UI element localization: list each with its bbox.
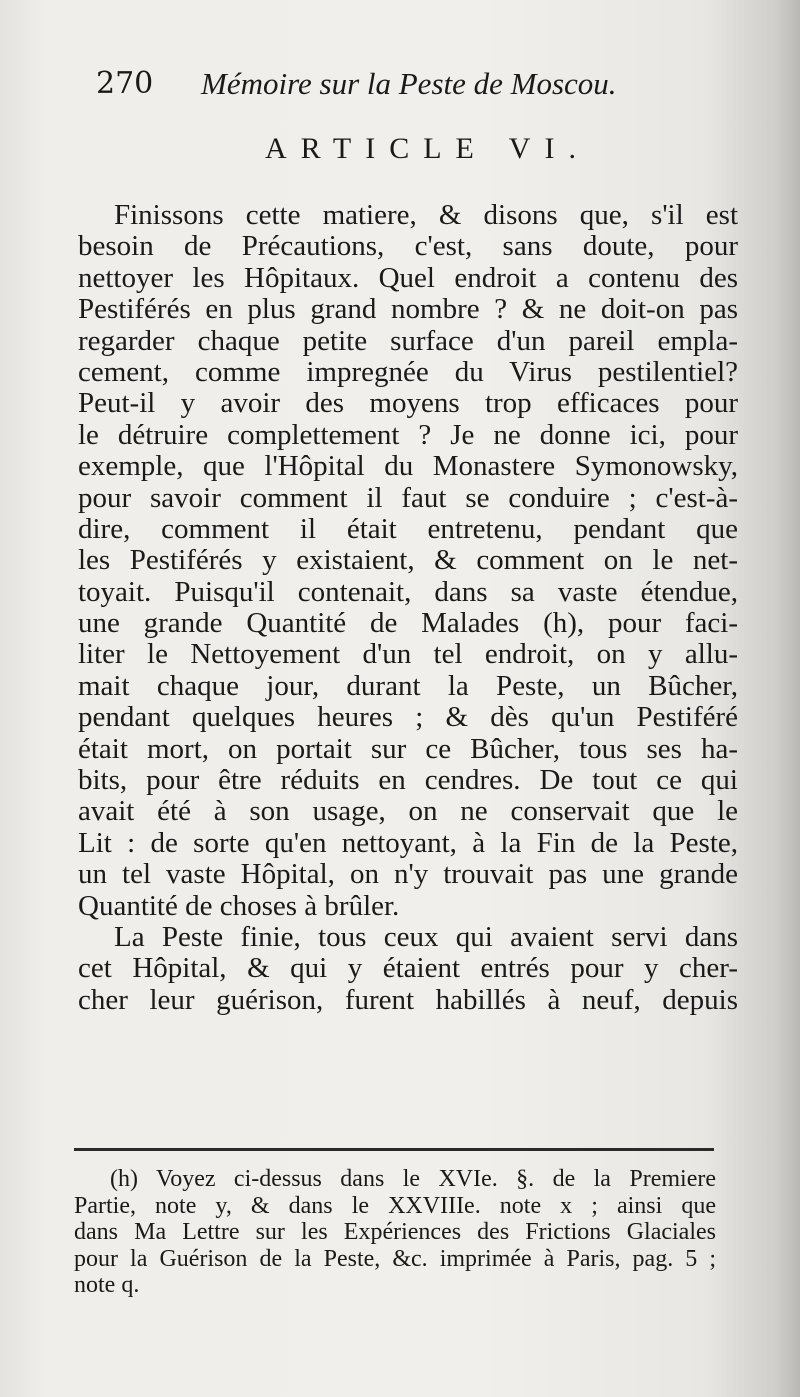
text-line: une grande Quantité de Malades (h), pour faci- [78, 607, 738, 640]
text-line: Peut-il y avoir des moyens trop efficaces pour [78, 387, 738, 420]
text-line: besoin de Précautions, c'est, sans doute, pour [78, 230, 738, 263]
text-line: dire, comment il était entretenu, pendant que [78, 512, 738, 545]
text-line: un tel vaste Hôpital, on n'y trouvait pas une grande [78, 858, 738, 891]
running-head [96, 58, 736, 108]
text-line: les Pestiférés y existaient, & comment on le net- [78, 544, 738, 577]
text-line: cher leur guérison, furent habillés à neuf, depuis [78, 983, 738, 1016]
text-line: La Peste finie, tous ceux qui avaient servi dans [114, 920, 738, 953]
text-line: Lit : de sorte qu'en nettoyant, à la Fin de la Peste, [78, 826, 738, 859]
text-line: regarder chaque petite surface d'un pareil empla- [78, 324, 738, 357]
text-line: pour savoir comment il faut se conduire ; c'est-à- [78, 481, 738, 514]
text-line: cement, comme impregnée du Virus pestilentiel? [78, 355, 738, 388]
text-line: le détruire complettement ? Je ne donne ici, pour [78, 418, 738, 451]
text-line: Quantité de choses à brûler. [78, 889, 400, 922]
footnote-line: dans Ma Lettre sur les Expériences des Frictions Glaciales [74, 1219, 716, 1245]
text-line: exemple, que l'Hôpital du Monastere Symonowsky, [78, 450, 738, 483]
text-line: Finissons cette matiere, & disons que, s'il est [114, 199, 738, 231]
footnote-line: pour la Guérison de la Peste, &c. imprimée à Paris, pag. 5 ; [74, 1245, 716, 1272]
text-line: cet Hôpital, & qui y étaient entrés pour y cher- [78, 952, 738, 985]
text-line: nettoyer les Hôpitaux. Quel endroit a contenu des [78, 261, 738, 294]
text-line: mait chaque jour, durant la Peste, un Bûcher, [78, 669, 738, 702]
text-line: bits, pour être réduits en cendres. De tout ce qui [78, 764, 738, 797]
body-text [78, 200, 738, 1016]
text-line: toyait. Puisqu'il contenait, dans sa vaste étendue, [78, 575, 738, 608]
text-line: avait été à son usage, on ne conservait que le [78, 795, 738, 828]
footnote-line: (h) Voyez ci-dessus dans le XVIe. §. de la Premiere [110, 1166, 716, 1192]
running-title: Mémoire sur la Peste de Moscou. [201, 66, 617, 101]
text-line: Pestiférés en plus grand nombre ? & ne doit-on pas [78, 293, 738, 326]
footnote [74, 1166, 716, 1299]
article-heading: ARTICLE VI. [265, 132, 590, 165]
page-number: 270 [96, 66, 154, 101]
footnote-line: note q. [74, 1272, 140, 1298]
footnote-divider [74, 1148, 714, 1151]
text-line: pendant quelques heures ; & dès qu'un Pestiféré [78, 701, 738, 734]
footnote-line: Partie, note y, & dans le XXVIIIe. note x ; ainsi que [74, 1192, 716, 1219]
text-line: était mort, on portait sur ce Bûcher, tous ses ha- [78, 732, 738, 765]
text-line: liter le Nettoyement d'un tel endroit, on y allu- [78, 638, 738, 671]
